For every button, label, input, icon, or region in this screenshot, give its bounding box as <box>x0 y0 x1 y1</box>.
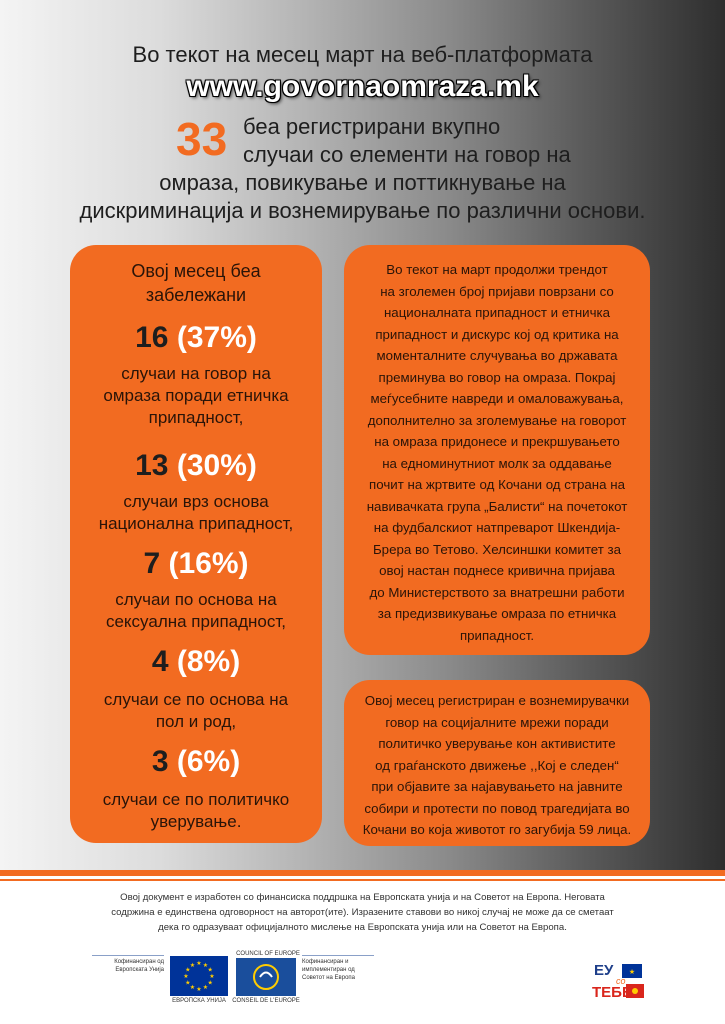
trend-line: меѓусебните навреди и омаловажувања, <box>370 391 624 406</box>
footer-divider <box>0 870 725 876</box>
stat-2-percent: (30%) <box>176 449 257 482</box>
social-line: при објавите за најавувањето на јавните <box>371 779 623 794</box>
trend-line: за предизвикување омраза по етничка <box>377 606 617 621</box>
stats-intro-2: забележани <box>145 285 247 305</box>
svg-text:★: ★ <box>185 966 191 974</box>
stat-5 <box>70 745 322 779</box>
svg-text:★: ★ <box>209 973 215 980</box>
stats-intro-1: Овој месец беа <box>131 261 261 281</box>
stat-1 <box>70 321 322 355</box>
logo-text-so: со <box>616 976 626 986</box>
trend-line: на зголемен број пријави поврзани со <box>380 283 614 299</box>
stat-3 <box>70 547 322 581</box>
eu-label-rule <box>92 955 164 956</box>
coe-label-rule <box>302 955 374 956</box>
trend-line: преминува во говор на омраза. Покрај <box>378 369 616 385</box>
stat-2 <box>70 449 322 483</box>
disclaimer-line-1: Овој документ е изработен со финансиска поддршка на Европската унија и на Советот на Европа. Неговата <box>120 892 605 903</box>
svg-text:★: ★ <box>196 960 202 967</box>
svg-text:★: ★ <box>628 968 636 976</box>
trend-line: националната припадност и етничка <box>383 305 611 320</box>
logo-text-tebe: ТЕБЕ <box>592 984 632 1001</box>
trend-line: до Министерството за внатрешни работи <box>369 584 625 600</box>
trend-line: на омраза придонесе и прекршувањето <box>374 434 620 449</box>
stat-2-desc-1: случаи врз основа <box>123 492 269 511</box>
social-line: собири и протести по повод трагедијата во <box>364 800 630 816</box>
eu-label-line-1: Кофинансиран од <box>114 959 164 965</box>
header-line-5: дискриминација и вознемирување по различни основи. <box>79 198 646 223</box>
svg-text:★: ★ <box>189 961 196 969</box>
svg-text:★: ★ <box>202 961 209 969</box>
website-url: www.govornaomraza.mk <box>186 70 539 103</box>
header-line-4: омраза, повикување и поттикнување на <box>159 170 566 195</box>
coe-label-line-1: Кофинансиран и <box>302 959 349 965</box>
social-line: Кочани во која животот го загубија 59 лица. <box>362 822 632 837</box>
stat-1-percent: (37%) <box>176 321 257 354</box>
trend-line: на фудбалскиот натпреварот Шкендија- <box>373 520 621 535</box>
stat-5-desc-2: уверување. <box>150 812 242 831</box>
svg-text:★: ★ <box>207 979 213 987</box>
coe-emblem-icon <box>236 958 296 996</box>
trend-line: припадност. <box>459 627 535 643</box>
stat-4-percent: (8%) <box>176 645 241 678</box>
social-line: говор на социјалните мрежи поради <box>385 714 609 730</box>
stat-4-desc-2: пол и род, <box>155 712 237 731</box>
header-line-3: случаи со елементи на говор на <box>243 142 571 167</box>
eu-so-tebe-logo <box>590 962 646 1008</box>
council-of-europe-logo-icon <box>236 958 296 996</box>
footer-divider-thin <box>0 879 725 881</box>
logo-text-eu: ЕУ <box>594 962 614 979</box>
stat-5-number: 3 <box>151 745 169 778</box>
header-line-1: Во текот на месец март на веб-платформата <box>132 42 593 67</box>
coe-cofunded-label <box>302 958 374 982</box>
total-count: 33 <box>176 113 228 165</box>
disclaimer-line-2: содржина е единствена одговорност на авторот(ите). Изразените ставови во никој случај не може да се сметаат <box>111 907 614 918</box>
stat-1-desc-1: случаи на говор на <box>121 364 271 383</box>
svg-text:★: ★ <box>196 986 202 993</box>
trend-line: моменталните случувања во државата <box>376 348 618 363</box>
social-media-box <box>344 680 650 846</box>
stat-2-number: 13 <box>135 449 169 482</box>
stat-3-desc-2: сексуална припадност, <box>105 612 287 631</box>
eu-label-line-2: Европската Унија <box>115 967 164 973</box>
eu-caption: ЕВРОПСКА УНИЈА <box>172 998 226 1004</box>
trend-line: дополнително за зголемување на говорот <box>367 412 627 428</box>
stat-3-percent: (16%) <box>168 547 249 580</box>
svg-text:★: ★ <box>185 979 191 987</box>
eu-flag-icon <box>170 956 228 996</box>
stat-1-desc-2: омраза поради етничка <box>103 386 289 405</box>
stat-3-desc-1: случаи по основа на <box>115 590 277 609</box>
coe-caption: CONSEIL DE L'EUROPE <box>232 998 300 1004</box>
eu-cofunded-label <box>92 958 164 974</box>
stat-2-desc-2: национална припадност, <box>98 514 294 533</box>
stat-5-desc-1: случаи се по политичко <box>102 790 290 809</box>
trend-line: овој настан поднесе кривична пријава <box>379 563 615 578</box>
stat-1-desc-3: припадност, <box>148 408 244 427</box>
eu-stars-icon <box>170 956 228 996</box>
stat-4 <box>70 645 322 679</box>
trend-line: Брера во Тетово. Хелсиншки комитет за <box>372 541 622 557</box>
social-line: политичко уверување кон активистите <box>378 736 616 751</box>
trend-description-box <box>344 245 650 655</box>
stat-4-number: 4 <box>151 645 169 678</box>
coe-label-line-3: Советот на Европа <box>302 975 355 981</box>
disclaimer <box>70 890 655 935</box>
social-line: од граѓанското движење ,,Кој е следен“ <box>375 757 619 773</box>
svg-text:★: ★ <box>207 966 213 974</box>
trend-line: почит на жртвите од Кочани од страна на <box>369 477 625 492</box>
social-line: Овој месец регистриран е вознемирувачки <box>364 693 630 708</box>
trend-line: навивачката група „Балисти“ на почетокот <box>366 498 628 514</box>
statistics-box <box>70 245 322 843</box>
svg-text:★: ★ <box>189 984 196 992</box>
stat-4-desc-1: случаи се по основа на <box>103 690 289 709</box>
svg-text:★: ★ <box>202 984 209 992</box>
header-line-2: беа регистрирани вкупно <box>243 114 501 139</box>
trend-line: на едноминутниот молк за оддавање <box>382 455 612 471</box>
coe-label-line-2: имплементиран од <box>302 967 355 973</box>
trend-line: припадност и дискурс кој од критика на <box>375 326 619 342</box>
disclaimer-line-3: дека го одразуваат официјалното мислење на Европската унија или на Советот на Европа. <box>158 922 567 933</box>
stat-5-percent: (6%) <box>176 745 241 778</box>
stat-3-number: 7 <box>143 547 161 580</box>
svg-text:★: ★ <box>183 973 189 980</box>
stat-1-number: 16 <box>135 321 169 354</box>
trend-line: Во текот на март продолжи трендот <box>386 262 608 277</box>
coe-title: COUNCIL OF EUROPE <box>236 951 300 957</box>
